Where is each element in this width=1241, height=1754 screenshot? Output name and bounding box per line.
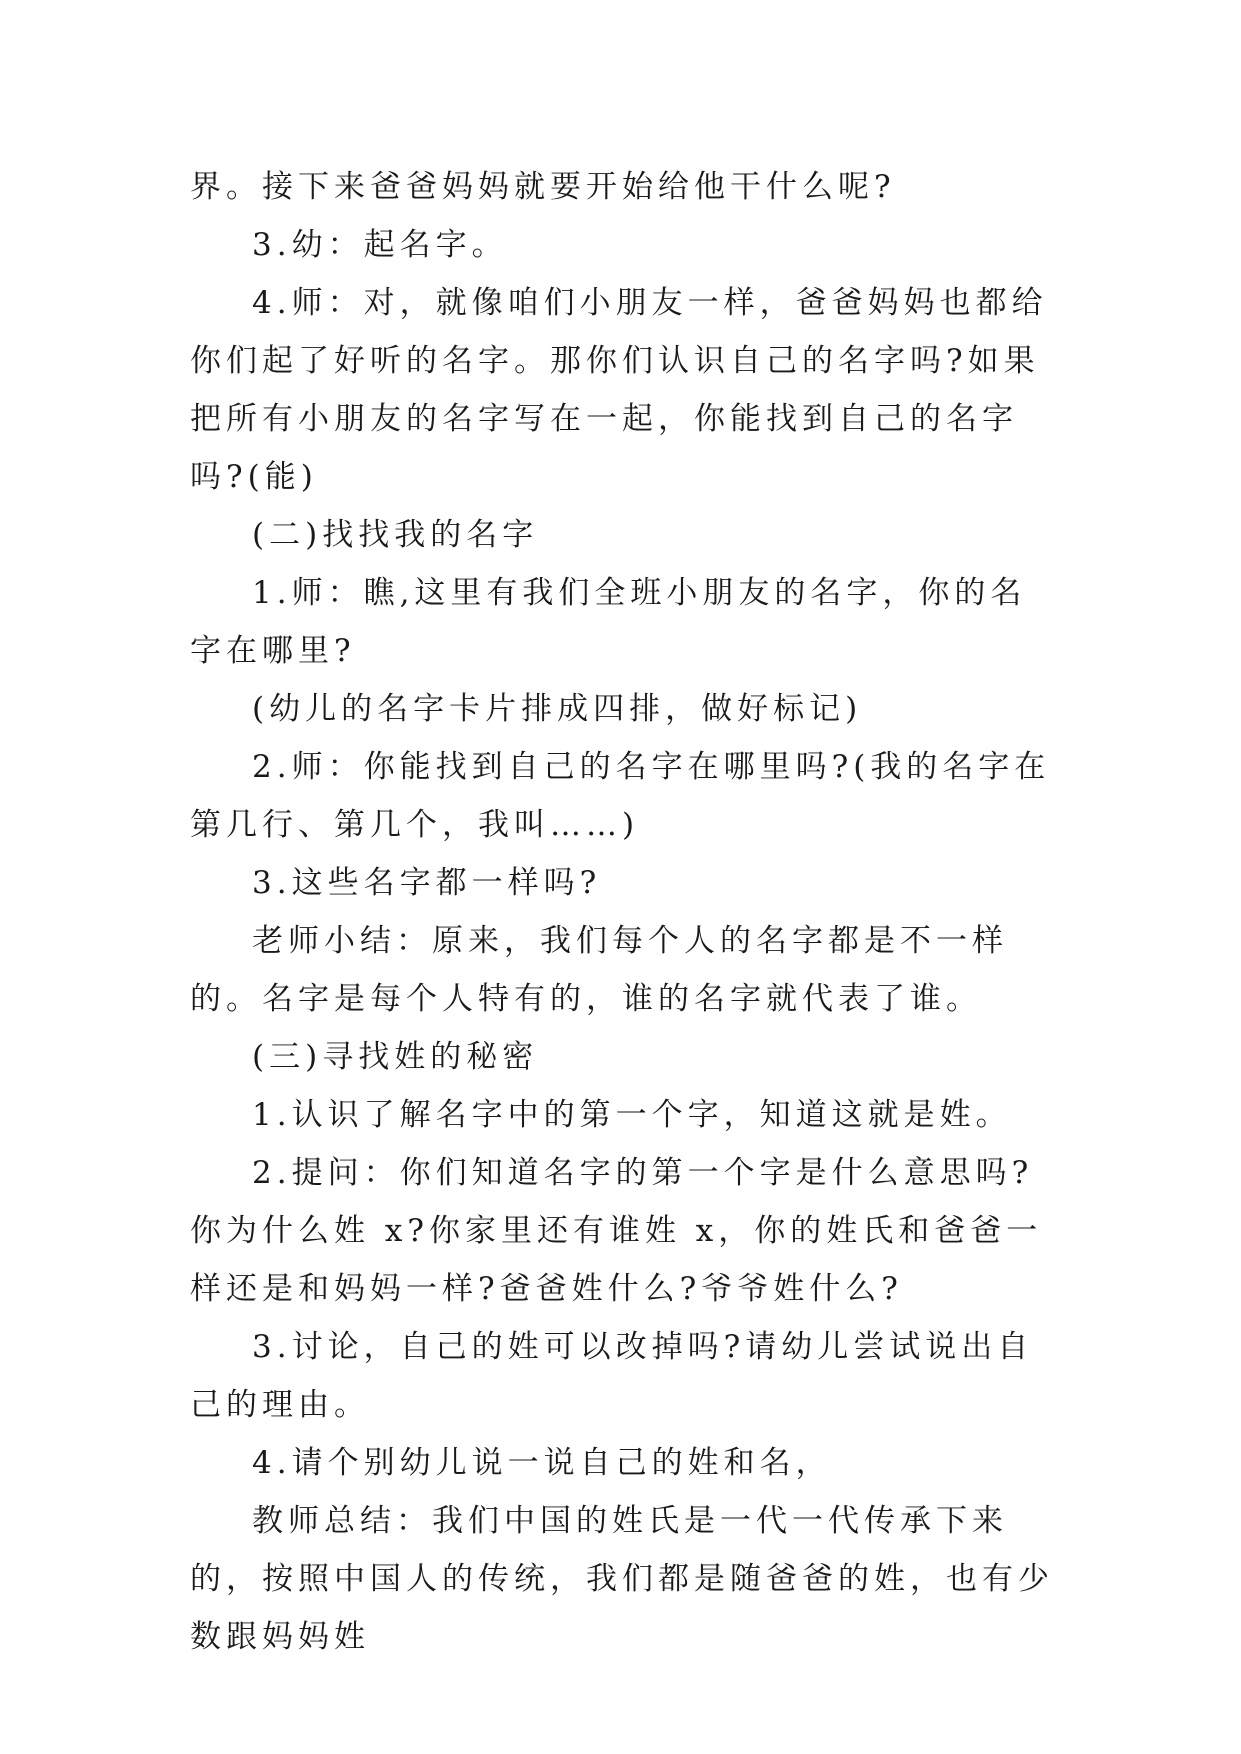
paragraph-individual-children: 4.请个别幼儿说一说自己的姓和名， bbox=[252, 1445, 832, 1481]
paragraph-teacher-look: 1.师：瞧,这里有我们全班小朋友的名字，你的名字在哪里? bbox=[190, 575, 1027, 669]
paragraph-teacher-names: 4.师：对，就像咱们小朋友一样，爸爸妈妈也都给你们起了好听的名字。那你们认识自己的名字吗?如果把所有小朋友的名字写在一起，你能找到自己的名字吗?(能) bbox=[190, 285, 1048, 495]
paragraph-discussion: 3.讨论，自己的姓可以改掉吗?请幼儿尝试说出自己的理由。 bbox=[190, 1329, 1034, 1423]
paragraph-name-cards-note: (幼儿的名字卡片排成四排，做好标记) bbox=[252, 691, 863, 727]
paragraph-continuation: 界。接下来爸爸妈妈就要开始给他干什么呢? bbox=[190, 169, 896, 205]
paragraph-teacher-summary: 老师小结：原来，我们每个人的名字都是不一样的。名字是每个人特有的，谁的名字就代表了谁。 bbox=[190, 923, 1008, 1017]
document-body bbox=[190, 158, 1060, 1666]
section-heading-find-my-name: (二)找找我的名字 bbox=[252, 517, 539, 553]
section-heading-surname-secret: (三)寻找姓的秘密 bbox=[252, 1039, 539, 1075]
paragraph-teacher-conclusion: 教师总结：我们中国的姓氏是一代一代传承下来的，按照中国人的传统，我们都是随爸爸的姓，也有少数跟妈妈姓 bbox=[190, 1503, 1054, 1655]
paragraph-first-character: 1.认识了解名字中的第一个字，知道这就是姓。 bbox=[252, 1097, 1012, 1133]
paragraph-question-surname: 2.提问：你们知道名字的第一个字是什么意思吗?你为什么姓 x?你家里还有谁姓 x，你的姓氏和爸爸一样还是和妈妈一样?爸爸姓什么?爷爷姓什么? bbox=[190, 1155, 1043, 1307]
paragraph-child-answer: 3.幼：起名字。 bbox=[252, 227, 508, 263]
paragraph-same-names-question: 3.这些名字都一样吗? bbox=[252, 865, 602, 901]
paragraph-teacher-find: 2.师：你能找到自己的名字在哪里吗?(我的名字在第几行、第几个，我叫……) bbox=[190, 749, 1051, 843]
